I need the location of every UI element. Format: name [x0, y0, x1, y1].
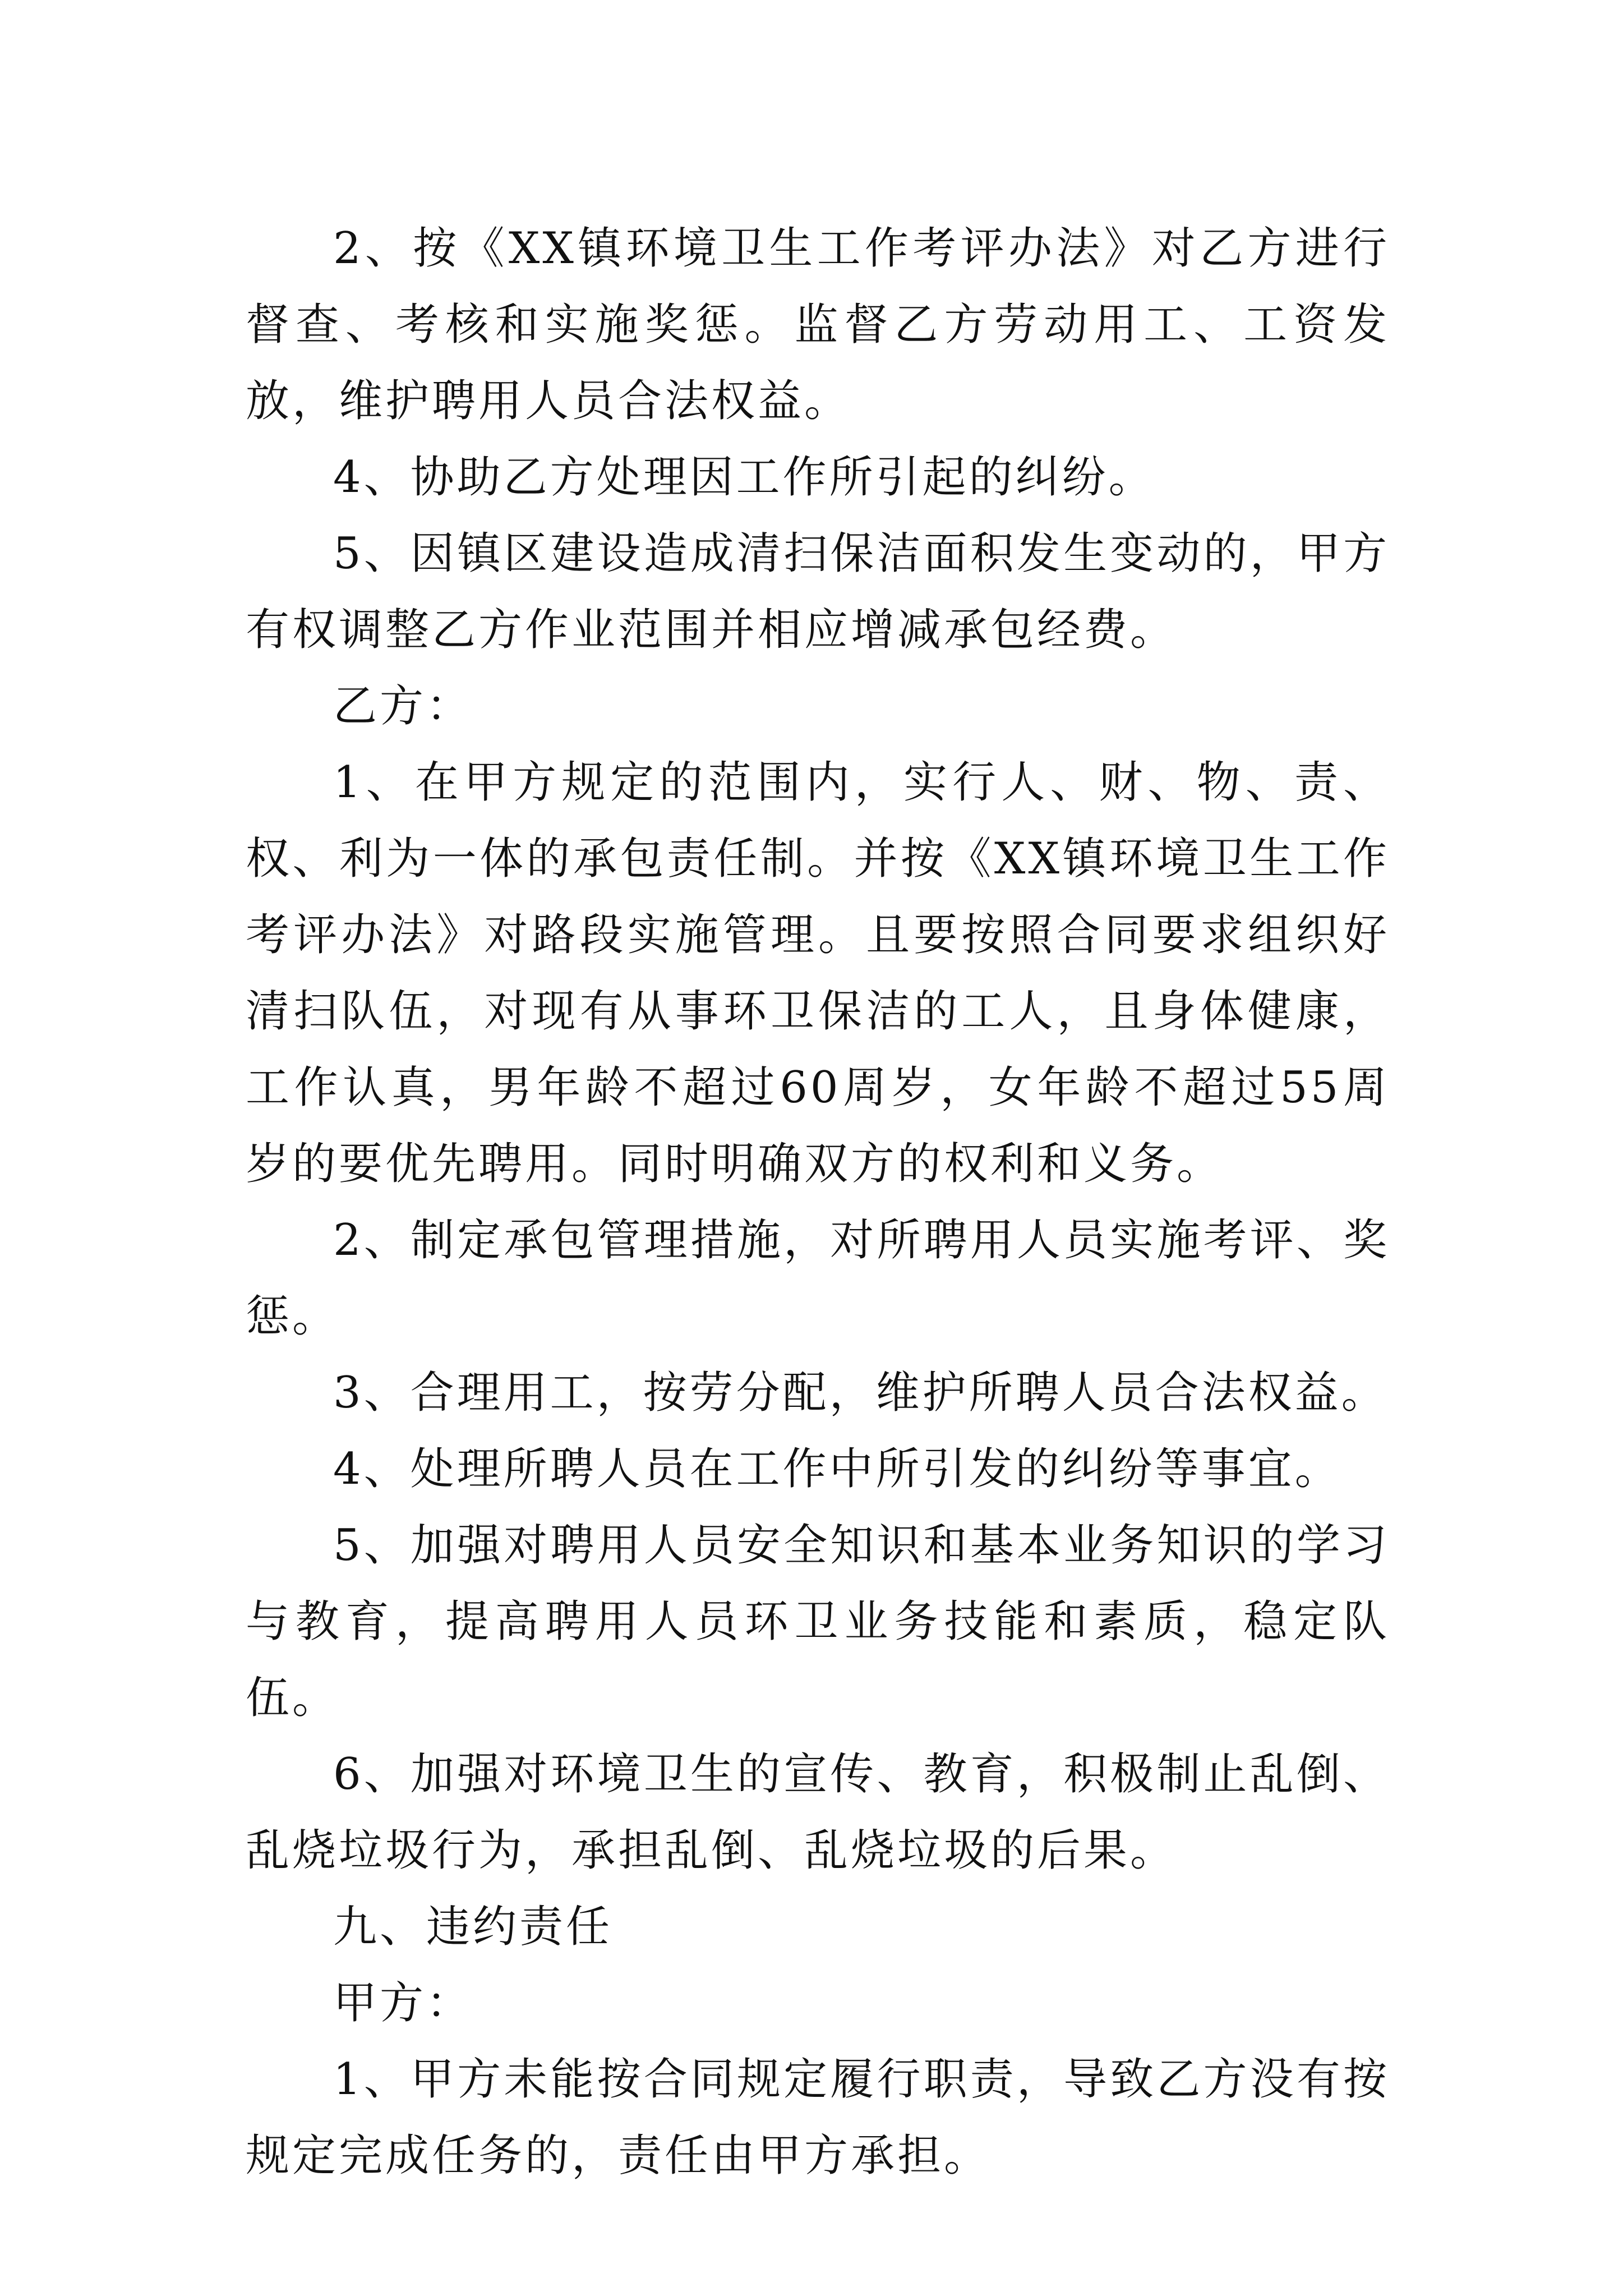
paragraph-yi-4: 4、处理所聘人员在工作中所引发的纠纷等事宜。	[333, 1444, 1341, 1494]
paragraph-yi-1: 1、在甲方规定的范围内，实行人、财、物、责、权、利为一体的承包责任制。并按《XX镇环境卫生工作考评办法》对路段实施管理。且要按照合同要求组织好清扫队伍，对现有从事环卫保洁的工人，且身体健康，工作认真，男年龄不超过60周岁，女年龄不超过55周岁的要优先聘用。同时明确双方的权利和义务。	[246, 757, 1390, 1189]
paragraph-yi-2: 2、制定承包管理措施，对所聘用人员实施考评、奖惩。	[246, 1215, 1390, 1342]
paragraph-yi-5: 5、加强对聘用人员安全知识和基本业务知识的学习与教育，提高聘用人员环卫业务技能和素质，稳定队伍。	[246, 1520, 1390, 1723]
paragraph-yi-3: 3、合理用工，按劳分配，维护所聘人员合法权益。	[333, 1368, 1388, 1418]
document-body	[246, 210, 1390, 2194]
heading-jia-fang: 甲方：	[333, 1978, 473, 2028]
paragraph-yi-6: 6、加强对环境卫生的宣传、教育，积极制止乱倒、乱烧垃圾行为，承担乱倒、乱烧垃圾的后果。	[246, 1749, 1390, 1876]
section-heading-breach: 九、违约责任	[333, 1902, 613, 1952]
paragraph-jia-5: 5、因镇区建设造成清扫保洁面积发生变动的，甲方有权调整乙方作业范围并相应增减承包经费。	[246, 528, 1390, 655]
paragraph-jia-2: 2、按《XX镇环境卫生工作考评办法》对乙方进行督查、考核和实施奖惩。监督乙方劳动用工、工资发放，维护聘用人员合法权益。	[246, 223, 1390, 426]
paragraph-breach-jia-1: 1、甲方未能按合同规定履行职责，导致乙方没有按规定完成任务的，责任由甲方承担。	[246, 2054, 1390, 2181]
paragraph-jia-4: 4、协助乙方处理因工作所引起的纠纷。	[333, 452, 1155, 503]
heading-yi-fang: 乙方：	[333, 681, 473, 731]
